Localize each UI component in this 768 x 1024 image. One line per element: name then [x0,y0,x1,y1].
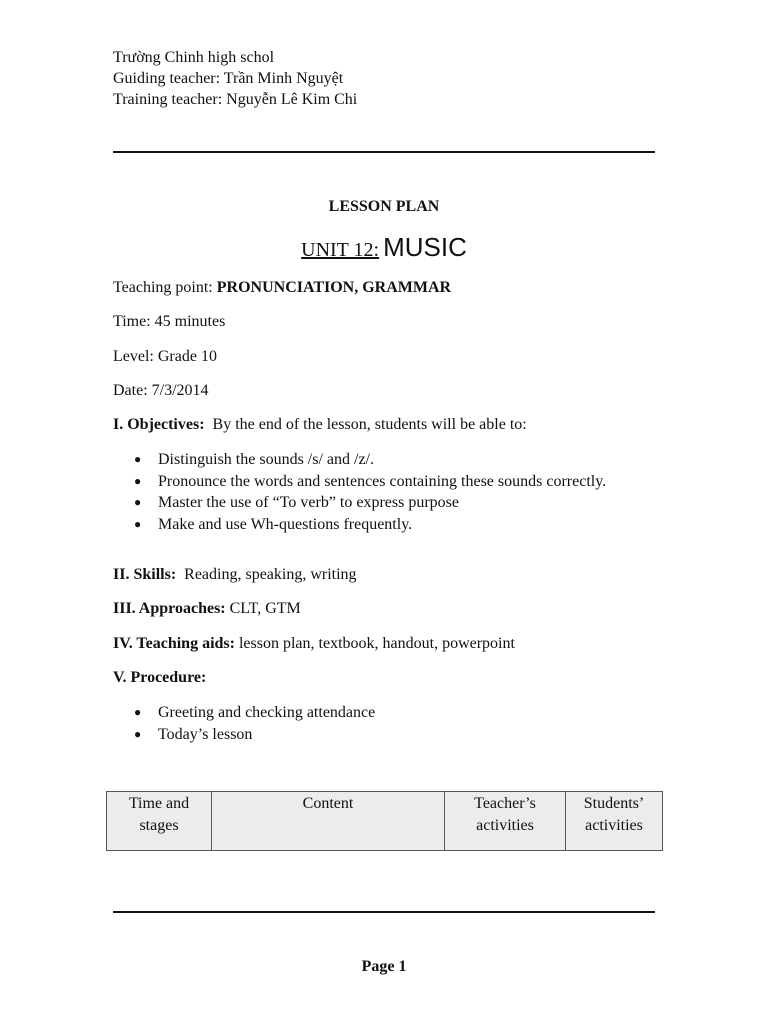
document-title: LESSON PLAN [328,198,440,215]
list-item: ● Master the use of “To verb” to express purpose [113,492,633,514]
bullet-icon: ● [134,495,142,509]
date-line: Date: 7/3/2014 [113,382,209,399]
unit-name: MUSIC [383,232,467,262]
header-school: Trường Chinh high schol [113,49,275,66]
skills-value: Reading, speaking, writing [184,566,357,583]
objectives-intro: By the end of the lesson, students will be able to: [212,416,527,433]
unit-label: UNIT 12: [301,239,380,261]
header-rule [113,151,655,153]
teaching-aids-label: IV. Teaching aids: [113,635,235,652]
list-item: ● Pronounce the words and sentences containing these sounds correctly. [113,471,633,493]
page-number: Page 1 [361,958,407,975]
skills-label: II. Skills: [113,566,177,583]
bullet-icon: ● [134,452,142,466]
bullet-icon: ● [134,705,142,719]
level-line: Level: Grade 10 [113,348,217,365]
objectives-list [113,449,633,535]
list-item: ● Today’s lesson [113,724,633,746]
header-training-teacher: Training teacher: Nguyễn Lê Kim Chi [113,91,358,108]
table-header-student-activities: Students’ activities [566,792,663,851]
footer-rule [113,911,655,913]
procedure-list [113,702,633,745]
teaching-aids-line [113,634,515,654]
teaching-point-value: PRONUNCIATION, GRAMMAR [216,279,452,296]
objectives-label: I. Objectives: [113,416,205,433]
bullet-icon: ● [134,473,142,488]
time-line: Time: 45 minutes [113,313,226,330]
header-guiding-teacher: Guiding teacher: Trần Minh Nguyệt [113,70,344,87]
teaching-point [113,278,451,298]
bullet-icon: ● [134,516,142,531]
approaches-line [113,599,301,619]
procedure-heading: V. Procedure: [113,669,207,686]
approaches-label: III. Approaches: [113,600,226,617]
teaching-point-label: Teaching point: [113,279,213,296]
unit-heading [0,232,768,263]
list-item: ● Make and use Wh-questions frequently. [113,514,633,536]
objectives-heading [113,415,527,435]
skills-line [113,565,357,585]
table-header-time-stages: Time and stages [107,792,212,851]
list-item: ● Distinguish the sounds /s/ and /z/. [113,449,633,471]
table-header-row [107,792,663,851]
bullet-icon: ● [134,726,142,741]
list-item: ● Greeting and checking attendance [113,702,633,724]
table-header-teacher-activities: Teacher’s activities [445,792,566,851]
approaches-value: CLT, GTM [229,600,301,617]
teaching-aids-value: lesson plan, textbook, handout, powerpoint [238,635,515,652]
procedure-table [106,791,663,851]
table-header-content: Content [212,792,445,851]
